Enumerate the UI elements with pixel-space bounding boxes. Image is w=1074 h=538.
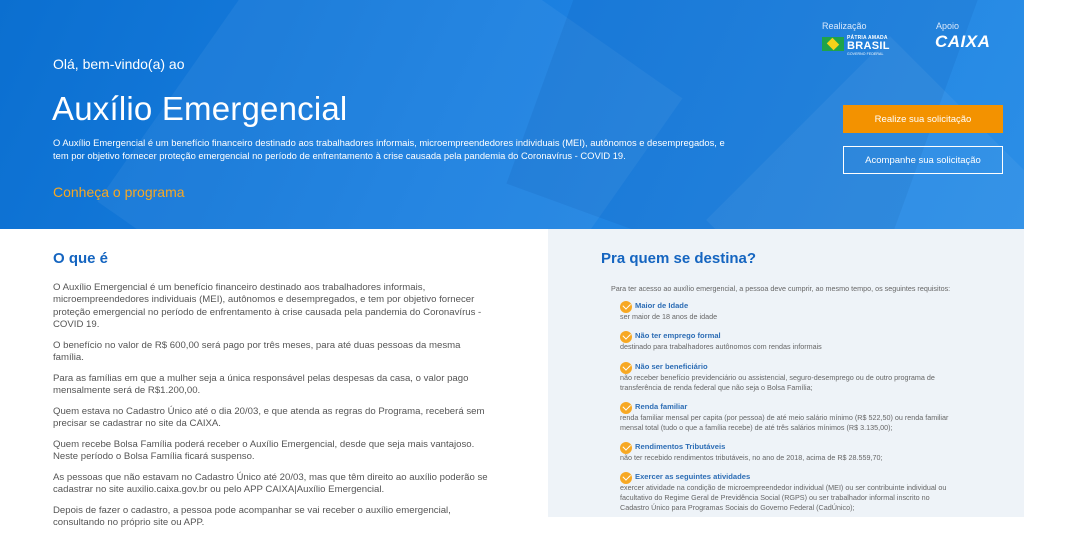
requirement-title: Renda familiar <box>635 402 688 411</box>
greeting-text: Olá, bem-vindo(a) ao <box>53 56 185 72</box>
know-program-link[interactable]: Conheça o programa <box>53 184 185 200</box>
section-title: O que é <box>53 250 109 267</box>
requirement-desc: exercer atividade na condição de microempreendedor individual (MEI) ou ser contribuinte individual ou facultativo do Regime Geral de Previdência Social (RGPS) ou ser trabalhador informal inscrito no Cadastro Único para Programas Sociais do Governo Federal (CadÚnico); <box>620 483 947 513</box>
what-is-body <box>53 282 493 538</box>
caixa-logo <box>935 32 1003 52</box>
track-request-button[interactable]: Acompanhe sua solicitação <box>843 146 1003 174</box>
paragraph: Depois de fazer o cadastro, a pessoa pode acompanhar se vai receber o auxílio emergencial, consultando no próprio site ou APP. <box>53 504 451 529</box>
brasil-governo-logo <box>822 35 888 55</box>
requirement-desc: não ter recebido rendimentos tributáveis, no ano de 2018, acima de R$ 28.559,70; <box>620 453 883 462</box>
requirement-title: Rendimentos Tributáveis <box>635 442 726 451</box>
paragraph: O Auxílio Emergencial é um benefício financeiro destinado aos trabalhadores informais, microempreendedores individuais (MEI), autônomos e desempregados, e tem por objetivo fornecer proteção emergencial no período de enfrentamento à crise causada pela pandemia do Coronavírus - COVID 19. <box>53 282 482 331</box>
paragraph: As pessoas que não estavam no Cadastro Único até 20/03, mas que têm direito ao auxílio poderão se cadastrar no site auxilio.caixa.gov.br ou pelo APP CAIXA|Auxílio Emergencial. <box>53 471 488 496</box>
requirement-title: Não ser beneficiário <box>635 362 708 371</box>
hero-banner <box>0 0 1024 229</box>
requirement-desc: não receber benefício previdenciário ou assistencial, seguro-desemprego ou de outro programa de transferência de renda federal que não seja o Bolsa Família; <box>620 373 935 393</box>
apoio-label: Apoio <box>936 21 960 31</box>
requirement-desc: destinado para trabalhadores autônomos com rendas informais <box>620 342 822 351</box>
page-title: Auxílio Emergencial <box>52 90 348 127</box>
requirement-desc: renda familiar mensal per capita (por pessoa) de até meio salário mínimo (R$ 522,50) ou renda familiar mensal total (tudo o que a família recebe) de até três salários mínimos (R$ 3.135,00); <box>620 413 949 433</box>
section-title: Pra quem se destina? <box>601 250 757 267</box>
target-audience-section <box>548 229 1024 517</box>
brazil-flag-icon <box>822 37 844 51</box>
requirement-title: Maior de Idade <box>635 301 689 310</box>
requirement-title: Exercer as seguintes atividades <box>635 472 751 481</box>
requirement-title: Não ter emprego formal <box>635 331 721 340</box>
paragraph: Quem recebe Bolsa Família poderá receber o Auxílio Emergencial, desde que seja mais vantajoso. Neste período o Bolsa Família ficará suspenso. <box>53 438 475 463</box>
paragraph: Quem estava no Cadastro Único até o dia 20/03, e que atenda as regras do Programa, receberá sem precisar se cadastrar no site da CAIXA. <box>53 405 485 430</box>
requirements-lead: Para ter acesso ao auxílio emergencial, a pessoa deve cumprir, ao mesmo tempo, os seguintes requisitos: <box>611 284 951 293</box>
paragraph: O benefício no valor de R$ 600,00 será pago por três meses, para até duas pessoas da mesma família. <box>53 339 461 364</box>
realizacao-label: Realização <box>822 21 867 31</box>
logo-line: BRASIL <box>847 40 890 52</box>
requirement-desc: ser maior de 18 anos de idade <box>620 312 718 321</box>
intro-text: O Auxílio Emergencial é um benefício financeiro destinado aos trabalhadores informais, microempreendedores individuais (MEI), autônomos e desempregados, e tem por objetivo fornecer proteção emergencial no período de enfrentamento à crise causada pela pandemia do Coronavírus - COVID 19. <box>53 137 725 161</box>
logo-line: PÁTRIA AMADA <box>847 35 888 41</box>
logo-line: GOVERNO FEDERAL <box>847 52 884 56</box>
what-is-section <box>0 229 548 529</box>
paragraph: Para as famílias em que a mulher seja a única responsável pelas despesas da casa, o valor pago mensalmente será de R$1.200,00. <box>53 372 469 397</box>
caixa-logo-text: CAIXA <box>935 32 991 51</box>
request-button[interactable]: Realize sua solicitação <box>843 105 1003 133</box>
